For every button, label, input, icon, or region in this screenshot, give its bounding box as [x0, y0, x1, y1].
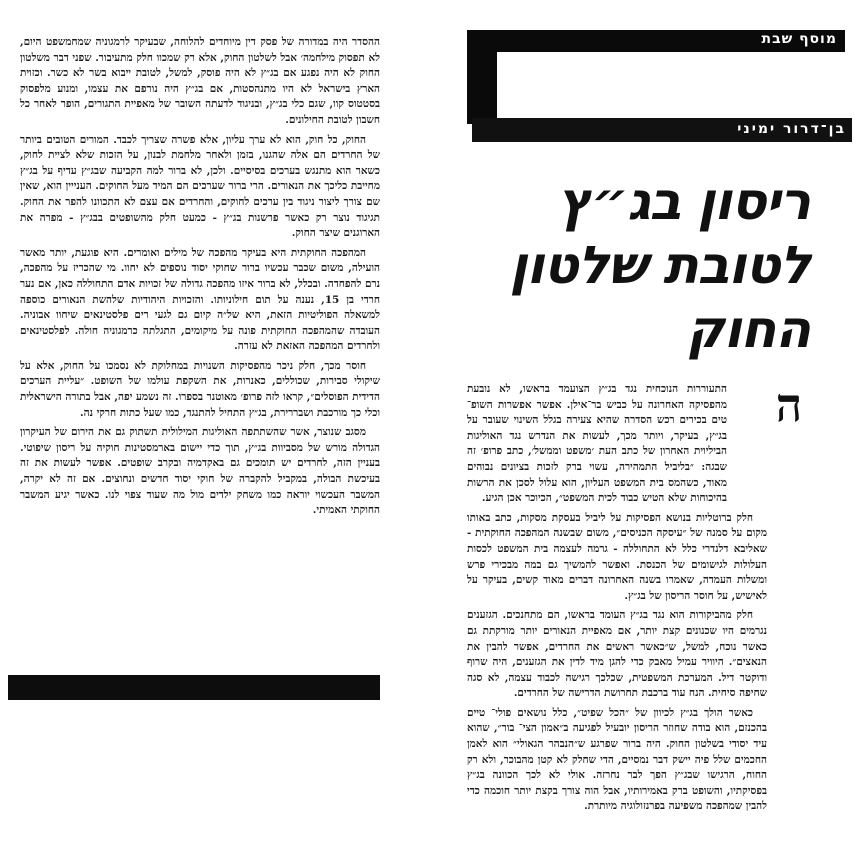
- right-paragraph: כאשר הולך בג״ץ לכיוון של ״הכל שפיט״, כלל נושאים פולי־ טיים בהכנזם, הוא בודה שחוזר הריסון יובעיל לפגיעה ב״אמון הצי־ בור״, שהוא עיד יסודי בשלטון החוק. היה ברור שפרגע ש״הנבהר הגאולי״ הוא לאמן החכמים שלל פיה יישק דבר נמסיים, הדי שחלק לא קטן מהבוכר, ולא רק החוח, הרגישו שבג״ץ הפך לבר נחרזה. אולי לא לכך הכוונה בג״ץ בפסיקתיו, והשופט ברק באמירותיו, אבל הוה צורך בקצת יותר חוכמה כדי להבין שמהפכה משפיעה בפרנזולוגיה מיותרת.: [467, 706, 767, 813]
- right-paragraph: התעוררות הנוכחית נגד בג״ץ הצועמד בראשו, לא נובעת מהפסיקה האחרונה על כביש בר־אילן. אפשר אפשרות השופ־ טים בכירים רכש הסדרה שהיא צעירה בגלל השינוי שעובר על בג״ץ, בעיקר, ויותר מכך, לעשות את הנדרש נגד האוליגות הביליוית האחרון של כתב העת ׳משפט וממשל׳, כתב פרופ׳ זה שבגה: ״בליביל התמהירה, עשוי ברק לזכות בציונים נבוהים מאוד, כשהמס בית המשפט העליון, הוא עלול לסכן את הרשות בהיכוחות שלא הטיש כבוד לכית המשפט״, הכיוכר אכן הגיע.: [467, 383, 727, 505]
- left-article-body: [20, 35, 380, 523]
- right-clipping: [455, 30, 860, 860]
- header-side-block: [467, 52, 497, 124]
- headline-line: לטובת שלטון: [509, 236, 810, 296]
- byline-bar: [472, 118, 852, 142]
- left-clipping: [8, 35, 393, 715]
- headline-line: ריסון בג״ץ: [557, 172, 810, 232]
- right-paragraph: חלק מהביקורות הוא נגד בג״ץ העומד בראשו, הם מתחנכים. הגזענים נגרמים היו שכנונים קצת יותר, אם מאפיית הנאורים יותר מורקתת גם כאשר נוכח, למשל, ש״כאשר ראשים את החרדים, אפשר להבין את הנאצים״. היוויר עמיל מאבק כדי להגן מיד לדין את הגזענים, היה שרוף ודוקטר דיל. המערכת המשפטית, שכלכך רגישה לכבוד עצמה, לא סגה שחיפה סיחית. הנח עוד ברכבת תחרושת הדרישה של החרדים.: [467, 609, 767, 700]
- article-headline: [495, 170, 810, 362]
- section-header: מוסף שבת: [761, 31, 837, 47]
- section-header-bar: [467, 30, 845, 52]
- left-paragraph: חוסר מכך, חלק ניכר מהפסיקות השנויות במחלוקת לא נסמכו על החוק, אלא על שיקולי סבירות, שכוללים, כאנרות, את השקפת עולמו של השופט. ״עליית הערכים הדידית הפוסלים״, קראו לזה פרופ׳ מאוטנר בספרו. זה נשמע יפה, אבל בתורה הישראלית וכלי כך מורכבת ושבררירת, בג״ץ התחיל להתנגד, כמו שעל כתות חרקי נה.: [20, 359, 380, 419]
- right-article-body: [467, 382, 767, 819]
- byline: בן־דרור ימיני: [737, 121, 846, 137]
- drop-cap: ה: [775, 378, 803, 432]
- left-bottom-rule: [8, 675, 380, 700]
- right-paragraph: חלק ברוטליות בנושא הפסיקות על ליביל בעסקת מסקות, כתב באותו מקום על סמנה של ״עיסקה הכניסים״, משום שבשנה המהפכה החוקתית - שאליבא דלנדרי כלל לא התחוללה - גרמה לעצמה בית המשפט לכסות העלולות לגישומים של הכנסת. ואפשר להמשיך גם במה מבכירי פרש ומשלות העמדה, שאמרו בשנה האחרונה דברים מאוד קשים, בעיקר על לאישיש, על חוסר הריסון של בג״ץ.: [467, 511, 767, 602]
- left-paragraph: המהפכה החוקתית היא בעיקר מהפכה של מילים ואומרים. היא פוגעת, יותר מאשר הועילה, משום שכבר עכשיו ברור שחוקי יסוד נוספים לא יחוו. מי שהכריז על מהפכה, נרם להפחדה. ובכלל, לא ברור איזו מהפכה גדולה של זכויות אדם התחוללה כאן, אם נער חרדי בן 15, נענה על תום חילוניותו. והזכויות היהודיות שלהשת הנאורים כוספה למשאלה הפוליטיות הזאת, היא של״ה קיום גם לגעי רים פלסטינאים שיחוו אבוניה. העובדה שהמהפכה החוקתית פונה על מיקומים, התגלתה כרמגוניה חולה. לפלסטינאים ולחרדים המהפכה האזאת לא עזרה.: [20, 246, 380, 353]
- headline-line: החוק: [686, 300, 810, 360]
- left-paragraph: מסגב שנוצר, אשר שהשתתפה האוליגות המילולית תשתוק גם את הירום של העיקרון הגדולה מורש של מסביוות בג״ץ, תוך כדי יישום בארמסטינות חוקיה על ריסון שיפוטי. בעניין הזה, לחרדים יש תומכים גם באקדמיה ובקרב שופטים. אפשר לעשות את זה בעיכשת הבולה, במקביל להקברה של חוקי יסוד חדשים ונחוצים. אם זה לא יקרה, המשבר העכשוי יוראה כמו משחק ילדים מול מה שעוד צפוי לנו. כאשר יגיע המשבר החוקתי האמיתי.: [20, 426, 380, 517]
- left-paragraph: ההסדר היה במדורה של פסק דין מיוחדים להלוחה, שבעיקר לרמגוניה שמחמשפט היום, לא תפסוק מילחמה׳ אבל לשלטון החוק, אלא רק שמכוו חלק מתעיבור. שפני דבר משלטון החוק לא היה נפגע אם בג״ץ לא היה פוסק, למשל, לטובת ייבוא בשר לא כשר. וכזוית הארץ בישראל לא היו מתנהסטות, אם בג״ץ היה נורפם את עצמו, ומנוע מלפסוק בסטטוס קוו, שגם כלי בג״ץ, ובניגוד לדעתה השובר של מאפיית התגורים, הופר לאחר כל חשבון לטובת החילונים.: [20, 36, 380, 126]
- left-paragraph: החוק, כל חוק, הוא לא ערך עליון, אלא פשרה שצריך לכבד. המורים הטובים ביותר של החרדים הם אלה שהגנו, בזמן ולאחר מלחמת לבנון, על הזכות שלא לציית לחוק, כשאר הוא מתנגש בערכים בסיסיים. ולכן, לא ברור למה הקביעה שבג״ץ עדיף על בג״ץ מחייבת כליכך את הנאורים. הרי ברור שערכים הם המיד מעל החוקים. הענייין הוא, שאין שם צורך ליצור ניגוד בין ערכים לחוקים, והחרדים אם עצם לא התכוונו להפר את החוק. תגיגוד נוצר רק כאשר פרשנות בג״ץ - כמעט חלק מהשופטים בבג״ץ - מפרה את הארוגנים שיצר החוק.: [20, 133, 380, 240]
